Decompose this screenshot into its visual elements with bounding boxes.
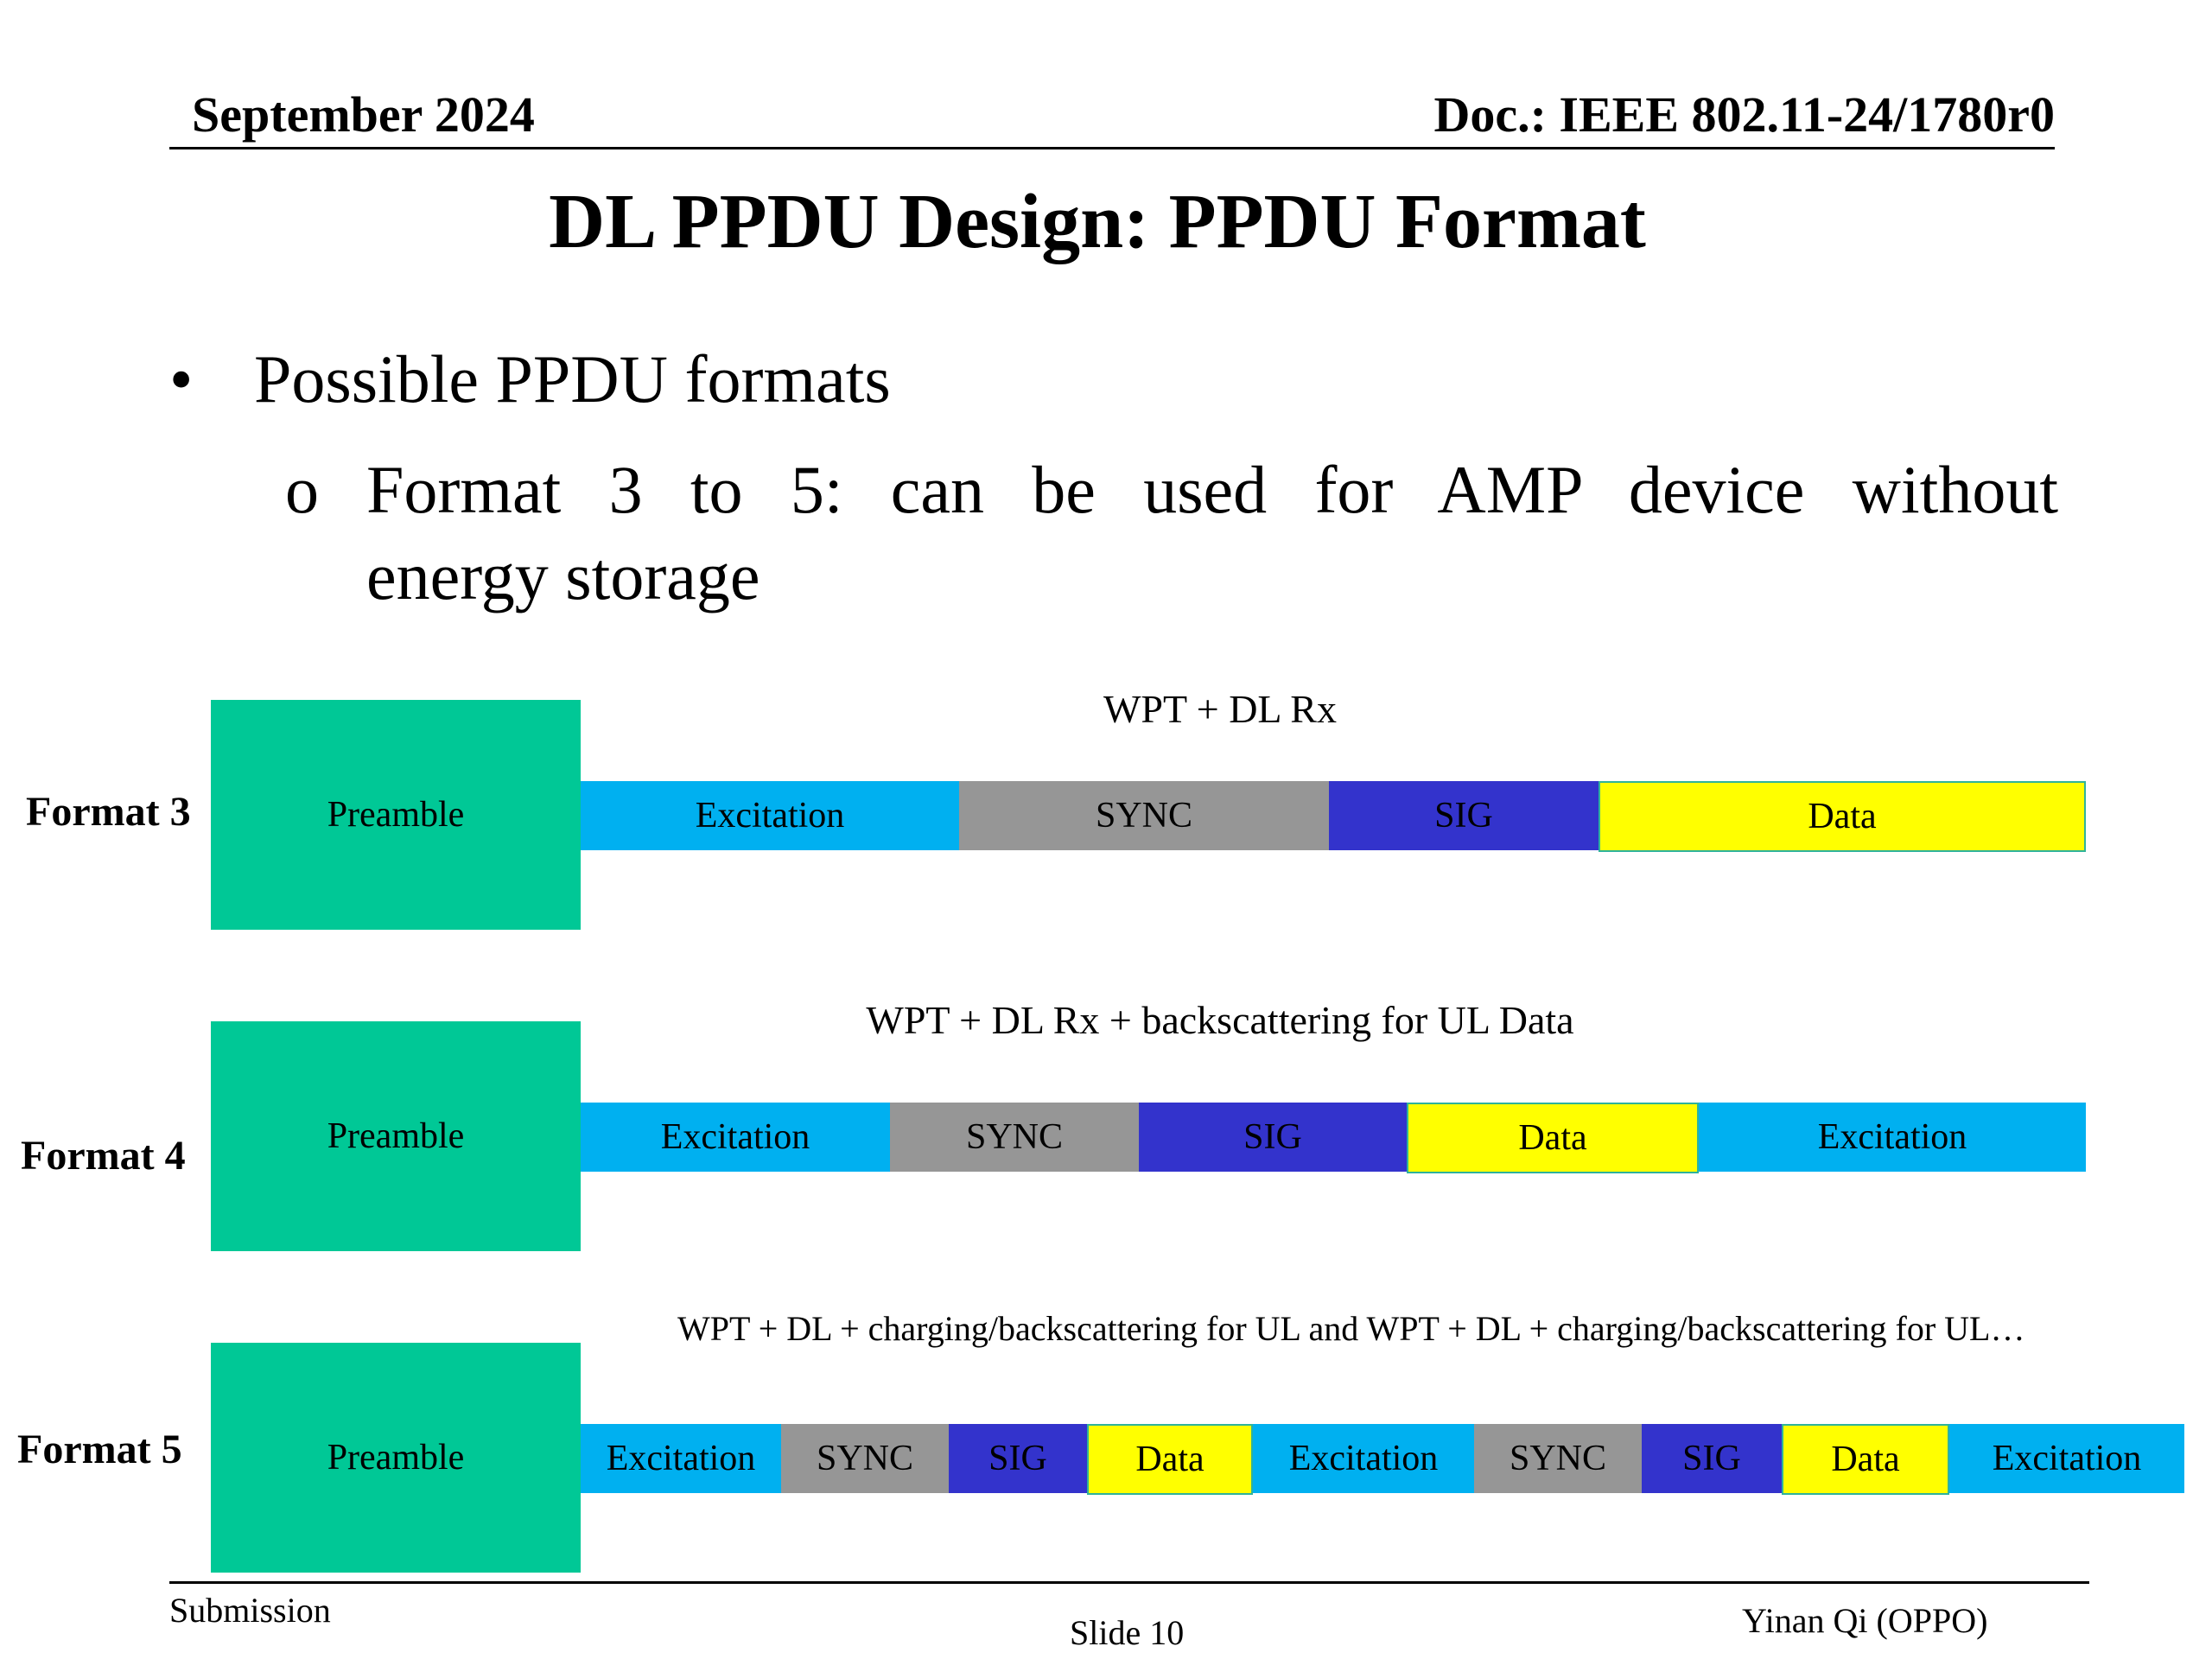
segment-label: Excitation: [1992, 1439, 2142, 1478]
bullet-main: Possible PPDU formats: [254, 341, 891, 416]
format-3-caption: WPT + DL Rx: [1103, 687, 1337, 731]
segment-label: SIG: [1682, 1439, 1741, 1478]
preamble-label: Preamble: [327, 1438, 465, 1478]
format-5-seg-excitation-3: [1949, 1424, 2184, 1493]
segment-label: SIG: [1434, 796, 1493, 836]
preamble-label: Preamble: [327, 1116, 465, 1156]
segment-label: SIG: [988, 1439, 1047, 1478]
slide-title: DL PPDU Design: PPDU Format: [549, 179, 1646, 264]
header-date: September 2024: [192, 86, 535, 143]
header-doc-number: Doc.: IEEE 802.11-24/1780r0: [1433, 86, 2055, 143]
header-rule: [169, 147, 2055, 149]
format-4-preamble: [211, 1021, 581, 1251]
format-5-preamble: [211, 1343, 581, 1573]
format-4-caption: WPT + DL Rx + backscattering for UL Data: [866, 998, 1574, 1042]
format-3-label: Format 3: [26, 789, 191, 835]
segment-label: SYNC: [965, 1117, 1064, 1157]
segment-label: Data: [1808, 797, 1877, 836]
format-5-seg-data-2: [1782, 1424, 1949, 1495]
format-4-seg-excitation-1: [581, 1103, 890, 1172]
format-5-seg-sig-2: [1642, 1424, 1782, 1493]
segment-label: Excitation: [606, 1439, 756, 1478]
format-3-seg-excitation: [581, 781, 959, 850]
sub-bullet-line-1: Format 3 to 5: can be used for AMP device without: [366, 452, 2058, 527]
preamble-label: Preamble: [327, 795, 465, 835]
footer-author: Yinan Qi (OPPO): [1742, 1601, 1988, 1640]
format-5-label: Format 5: [17, 1427, 182, 1472]
footer-rule: [169, 1581, 2089, 1584]
sub-bullet-line-2: energy storage: [366, 538, 760, 613]
format-3-seg-sig: [1329, 781, 1599, 850]
footer-submission: Submission: [169, 1591, 331, 1630]
format-5-seg-data-1: [1087, 1424, 1253, 1495]
format-5-seg-sig-1: [949, 1424, 1087, 1493]
segment-label: SYNC: [816, 1439, 914, 1478]
format-5-seg-sync-2: [1474, 1424, 1642, 1493]
footer-slide-number: Slide 10: [1070, 1613, 1185, 1652]
format-4-seg-sync: [890, 1103, 1139, 1172]
format-4-seg-sig: [1139, 1103, 1407, 1172]
format-4-label: Format 4: [21, 1133, 186, 1179]
format-3-seg-data: [1599, 781, 2086, 852]
format-5-seg-excitation-1: [581, 1424, 781, 1493]
segment-label: Excitation: [1288, 1439, 1439, 1478]
segment-label: SIG: [1243, 1117, 1302, 1157]
sub-bullet-marker: o: [285, 452, 319, 527]
format-3-preamble: [211, 700, 581, 930]
segment-label: Data: [1518, 1118, 1587, 1158]
segment-label: Excitation: [660, 1117, 810, 1157]
format-4-seg-excitation-2: [1699, 1103, 2086, 1172]
bullet-marker: •: [169, 341, 194, 416]
format-3-seg-sync: [959, 781, 1329, 850]
segment-label: Data: [1135, 1440, 1205, 1479]
format-5-seg-sync-1: [781, 1424, 949, 1493]
segment-label: Excitation: [1817, 1117, 1967, 1157]
format-5-seg-excitation-2: [1253, 1424, 1474, 1493]
segment-label: SYNC: [1095, 796, 1193, 836]
format-5-caption: WPT + DL + charging/backscattering for UL and WPT + DL + charging/backscattering for UL…: [677, 1309, 2025, 1348]
segment-label: Data: [1831, 1440, 1900, 1479]
segment-label: SYNC: [1509, 1439, 1607, 1478]
segment-label: Excitation: [695, 796, 845, 836]
format-4-seg-data: [1407, 1103, 1699, 1173]
